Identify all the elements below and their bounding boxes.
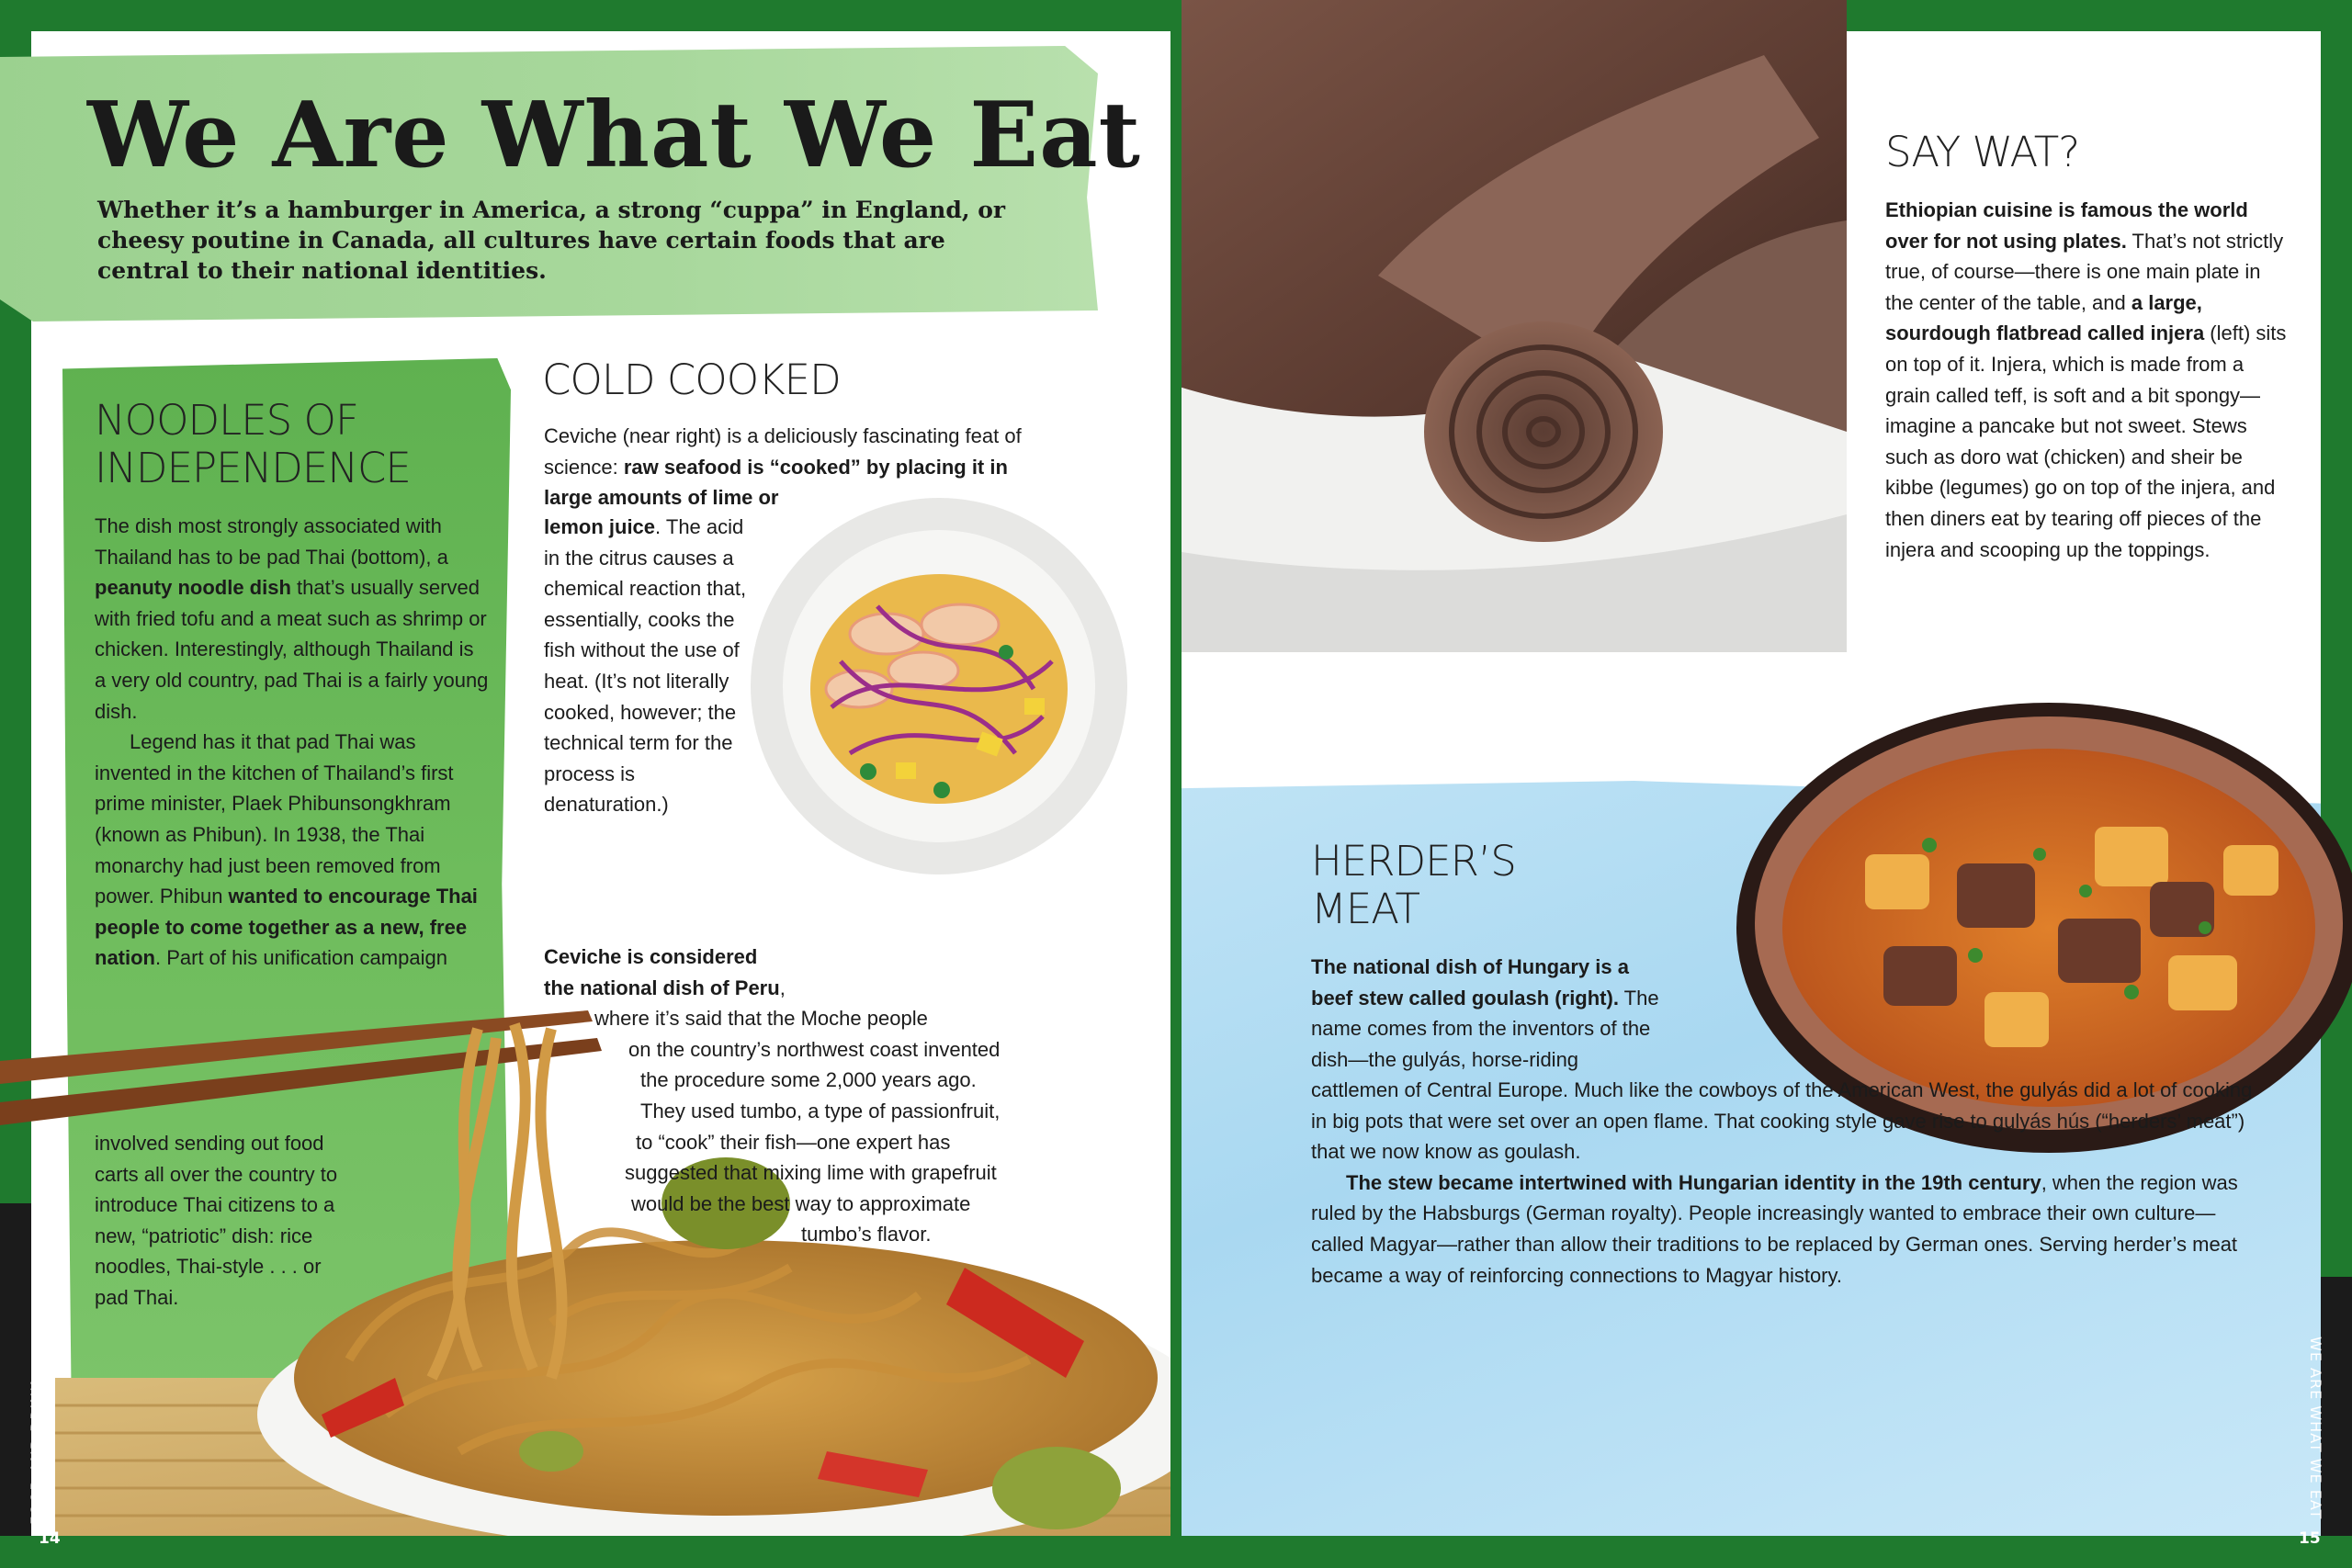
say-wat-heading: SAY WAT? (1885, 128, 2080, 176)
say-wat-text1: That’s not strictly true, of course—there is one main plate in the center of the table, and (1885, 229, 2284, 314)
ceviche-column-bold: lemon juice (544, 515, 656, 538)
intro-text: Whether it’s a hamburger in America, a strong “cuppa” in England, or cheesy poutine in Canada, all cultures have certain foods that are central to their national identities. (97, 197, 1006, 284)
page-title: We Are What We Eat (87, 83, 1141, 188)
herders-meat-heading-line1: HERDER’S (1311, 837, 1516, 886)
herders-meat-body-start (1311, 952, 1660, 1075)
noodles-p1-text: The dish most strongly associated with Thailand has to be pad Thai (bottom), a (95, 514, 448, 569)
injera-photo (1176, 0, 1847, 652)
noodles-p2-text2: . Part of his unification campaign (155, 946, 447, 970)
ceviche-column (544, 512, 764, 820)
herders-meat-body (1311, 1075, 2267, 1291)
left-edge-band (0, 1203, 31, 1536)
ceviche-tail-bold2: the national dish of Peru (544, 976, 780, 999)
noodles-p1-text2: that’s usually served with fried tofu and a meat such as shrimp or chicken. Interestingly, although Thailand is a very old country, pad Thai is a fairly young dish. (95, 576, 489, 723)
noodles-p2-text: Legend has it that pad Thai was invented in the kitchen of Thailand’s first prime minister, Plaek Phibunsongkhram (known as Phibun). In 1938, the Thai monarchy had just been removed from power. Phibun (95, 730, 454, 908)
noodles-body (95, 511, 490, 974)
noodles-heading-line1: NOODLES OF (95, 396, 358, 445)
herders-meat-text2: cattlemen of Central Europe. Much like the cowboys of the American West, the gulyás did a lot of cooking in big pots that were set over an open flame. That cooking style gave rise to gulyás hús (“herders’ meat”) that we now know as goulash. (1311, 1078, 2253, 1164)
noodles-p1-bold: peanuty noodle dish (95, 576, 291, 600)
herders-meat-text1: The name comes from the inventors of the dish—the gulyás, horse-riding (1311, 986, 1659, 1071)
ceviche-intro-bold: raw seafood is “cooked” by placing it in large amounts of lime or (544, 455, 1008, 510)
herders-meat-heading (1311, 838, 1642, 933)
page-number-right: 15 (2299, 1529, 2321, 1548)
ceviche-tail-bold1: Ceviche is considered (544, 945, 758, 968)
herders-meat-heading-line2: MEAT (1311, 885, 1420, 933)
noodles-heading-line2: INDEPENDENCE (95, 444, 411, 492)
ceviche-tail-line: tumbo’s flavor. (801, 1223, 932, 1247)
folio-right-label: WE ARE WHAT WE EAT (2307, 1337, 2324, 1520)
ceviche-tail-comma: , (779, 976, 786, 999)
herders-meat-text3: , when the region was ruled by the Habsburgs (German royalty). People increasingly wanted to embrace their own culture—called Magyar—rather than allow their traditions to be replaced by German ones. Serving herder’s meat became a way of reinforcing connections to Magyar history. (1311, 1170, 2238, 1287)
ceviche-tail-line: where it’s said that the Moche people (594, 1007, 928, 1031)
folio-left-label: FOOD AND DRINK (28, 1381, 45, 1525)
ceviche-tail-line: the procedure some 2,000 years ago. (640, 1068, 977, 1092)
ceviche-tail-line: suggested that mixing lime with grapefruit (625, 1161, 997, 1185)
ceviche-photo (749, 496, 1130, 877)
page-number-left: 14 (39, 1529, 61, 1548)
noodles-p2-bold: wanted to encourage Thai people to come together as a new, free nation (95, 885, 478, 970)
cold-cooked-heading: COLD COOKED (542, 355, 841, 404)
herders-meat-bold1: The national dish of Hungary is a beef stew called goulash (right). (1311, 955, 1629, 1010)
say-wat-text2: (left) sits on top of it. Injera, which is made from a grain called teff, is soft and a bit spongy—imagine a pancake but not sweet. Stews such as doro wat (chicken) and sheir be kibbe (legumes) go on top of the injera, and then diners eat by tearing off pieces of the injera and scooping up the toppings. (1885, 321, 2287, 561)
noodles-body-continued: involved sending out food carts all over the country to introduce Thai citizens to a new, “patriotic” dish: rice noodles, Thai-style . . . or pad Thai. (95, 1132, 338, 1309)
say-wat-bold2: a large, sourdough flatbread called injera (1885, 290, 2205, 345)
gutter (1170, 0, 1182, 1568)
say-wat-body (1885, 195, 2290, 565)
say-wat-bold1: Ethiopian cuisine is famous the world over for not using plates. (1885, 198, 2248, 253)
ceviche-tail (544, 942, 1095, 1250)
ceviche-tail-line: to “cook” their fish—one expert has (636, 1130, 951, 1154)
herders-meat-bold2: The stew became intertwined with Hungarian identity in the 19th century (1346, 1170, 2041, 1194)
ceviche-column-text: . The acid in the citrus causes a chemical reaction that, essentially, cooks the fish without the use of heat. (It’s not literally cooked, however; the technical term for the process is denaturation.) (544, 515, 747, 817)
ceviche-tail-line: They used tumbo, a type of passionfruit, (640, 1099, 1001, 1122)
right-edge-band (2321, 1277, 2352, 1536)
ceviche-intro-text: Ceviche (near right) is a deliciously fascinating feat of science: (544, 424, 1022, 479)
ceviche-tail-line: on the country’s northwest coast invented (628, 1037, 1001, 1061)
noodles-heading (95, 397, 499, 492)
ceviche-tail-line: would be the best way to approximate (631, 1191, 971, 1215)
